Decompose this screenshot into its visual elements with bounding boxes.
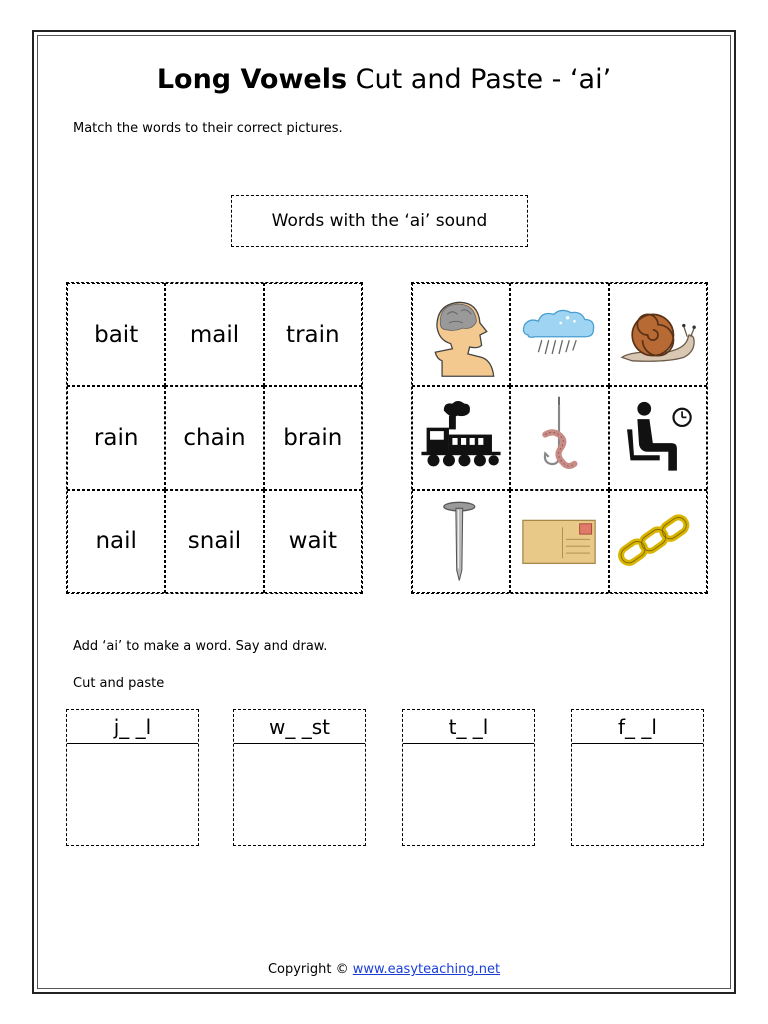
postcard-mail-icon <box>516 498 602 584</box>
picture-grid <box>411 282 708 594</box>
word-cell[interactable]: brain <box>264 386 362 489</box>
word-cell[interactable]: rain <box>67 386 165 489</box>
picture-cell[interactable] <box>510 490 608 593</box>
word-cell[interactable]: train <box>264 283 362 386</box>
word-grid <box>66 282 363 594</box>
word-cell[interactable]: chain <box>165 386 263 489</box>
copyright <box>0 962 768 977</box>
waiting-person-icon <box>615 395 701 481</box>
draw-box-label: t_ _l <box>403 710 534 744</box>
rain-cloud-icon <box>516 292 602 378</box>
draw-box[interactable] <box>402 709 535 846</box>
instruction-add: Add ‘ai’ to make a word. Say and draw. <box>73 639 328 654</box>
word-cell[interactable]: bait <box>67 283 165 386</box>
picture-cell[interactable] <box>412 386 510 489</box>
header-box: Words with the ‘ai’ sound <box>231 195 528 247</box>
picture-cell[interactable] <box>412 283 510 386</box>
picture-cell[interactable] <box>510 283 608 386</box>
page-title <box>0 64 768 95</box>
picture-cell[interactable] <box>412 490 510 593</box>
worm-bait-icon <box>516 395 602 481</box>
picture-cell[interactable] <box>609 386 707 489</box>
draw-box-label: j_ _l <box>67 710 198 744</box>
nail-icon <box>418 498 504 584</box>
picture-cell[interactable] <box>609 283 707 386</box>
train-icon <box>418 395 504 481</box>
instruction-cut: Cut and paste <box>73 676 165 691</box>
title-rest: Cut and Paste - ‘ai’ <box>355 64 612 95</box>
word-cell[interactable]: wait <box>264 490 362 593</box>
draw-box-label: w_ _st <box>234 710 365 744</box>
word-cell[interactable]: nail <box>67 490 165 593</box>
draw-box[interactable] <box>66 709 199 846</box>
picture-cell[interactable] <box>609 490 707 593</box>
instruction-match: Match the words to their correct pictures. <box>73 121 343 136</box>
draw-box[interactable] <box>571 709 704 846</box>
snail-icon <box>615 292 701 378</box>
chain-icon <box>615 498 701 584</box>
head-brain-icon <box>418 292 504 378</box>
word-cell[interactable]: snail <box>165 490 263 593</box>
copyright-prefix: Copyright © <box>267 962 349 977</box>
draw-box[interactable] <box>233 709 366 846</box>
picture-cell[interactable] <box>510 386 608 489</box>
draw-box-label: f_ _l <box>572 710 703 744</box>
word-cell[interactable]: mail <box>165 283 263 386</box>
copyright-link[interactable]: www.easyteaching.net <box>352 962 501 977</box>
title-bold: Long Vowels <box>156 64 348 95</box>
